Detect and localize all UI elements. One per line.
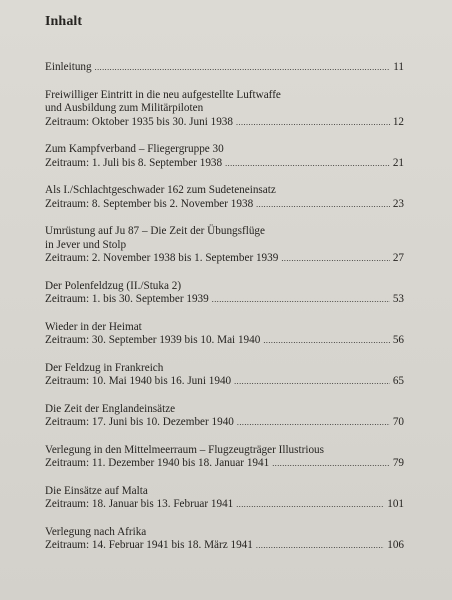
dot-leader — [212, 293, 390, 307]
toc-entry-title: Die Zeit der Englandeinsätze — [45, 402, 176, 415]
toc-entry-title: Einleitung — [45, 61, 92, 73]
toc-entry-title: Zum Kampfverband – Fliegergruppe 30 — [45, 143, 224, 155]
toc-entry-period: Zeitraum: 18. Januar bis 13. Februar 1941 — [45, 498, 234, 510]
toc-entry — [45, 184, 404, 211]
toc-page-number: 106 — [387, 539, 404, 551]
dot-leader — [234, 375, 390, 389]
toc-entry-period: Zeitraum: 1. Juli bis 8. September 1938 — [45, 156, 223, 169]
dot-leader — [237, 416, 390, 430]
toc-entry — [45, 61, 404, 75]
dot-leader — [256, 539, 384, 553]
dot-leader — [236, 498, 384, 512]
toc-page-number: 56 — [392, 334, 404, 346]
toc-entry-title: Die Einsätze auf Malta — [45, 484, 148, 497]
toc-page-number: 79 — [392, 457, 404, 469]
toc-entry-period: Zeitraum: 30. September 1939 bis 10. Mai 1940 — [45, 334, 261, 346]
toc-entry-period: Zeitraum: Oktober 1935 bis 30. Juni 1938 — [45, 115, 233, 128]
toc-entry-title: Umrüstung auf Ju 87 – Die Zeit der Übungsflüge — [45, 225, 265, 237]
toc-entry-period: Zeitraum: 17. Juni bis 10. Dezember 1940 — [45, 416, 234, 428]
toc-entry — [45, 225, 404, 266]
toc-entry-title: Der Polenfeldzug (II./Stuka 2) — [45, 279, 182, 292]
dot-leader — [281, 252, 389, 266]
toc-entry-title: Als I./Schlachtgeschwader 162 zum Sudeteneinsatz — [45, 184, 276, 196]
toc-entry-title-continued: in Jever und Stolp — [45, 238, 127, 251]
dot-leader — [263, 334, 389, 348]
toc-page-number: 70 — [392, 416, 404, 428]
toc-entry-period: Zeitraum: 14. Februar 1941 bis 18. März 1941 — [45, 539, 253, 551]
page-title: Inhalt — [45, 14, 83, 29]
toc-page-number: 21 — [392, 156, 404, 169]
toc-entry — [45, 444, 404, 471]
toc-entry — [45, 403, 404, 430]
toc-entry — [45, 89, 404, 130]
dot-leader — [225, 157, 390, 171]
toc-entry-title: Verlegung in den Mittelmeerraum – Flugzeugträger Illustrious — [45, 443, 324, 456]
toc-entry-title: Verlegung nach Afrika — [45, 525, 147, 538]
toc-page-number: 53 — [392, 293, 404, 305]
toc-entry-title: Freiwilliger Eintritt in die neu aufgestellte Luftwaffe — [45, 88, 281, 101]
dot-leader — [256, 198, 390, 212]
dot-leader — [272, 457, 390, 471]
toc-page-number: 27 — [392, 252, 404, 264]
toc-entry — [45, 143, 404, 170]
toc-entry — [45, 362, 404, 389]
dot-leader — [95, 61, 391, 75]
toc-page-number: 101 — [387, 498, 404, 510]
toc-entry-period: Zeitraum: 8. September bis 2. November 1938 — [45, 197, 254, 210]
toc-entry-period: Zeitraum: 2. November 1938 bis 1. September 1939 — [45, 252, 279, 264]
toc-entry — [45, 485, 404, 512]
toc-entry-title-continued: und Ausbildung zum Militärpiloten — [45, 102, 204, 114]
toc-entry-period: Zeitraum: 1. bis 30. September 1939 — [45, 293, 209, 305]
toc-entry-period: Zeitraum: 11. Dezember 1940 bis 18. Januar 1941 — [45, 457, 270, 469]
dot-leader — [236, 116, 390, 130]
toc-page-number: 65 — [392, 375, 404, 387]
toc-page-number: 11 — [393, 61, 404, 73]
toc-entry-title: Wieder in der Heimat — [45, 320, 142, 333]
toc-entry — [45, 321, 404, 348]
table-of-contents — [45, 61, 404, 567]
toc-entry — [45, 280, 404, 307]
toc-entry — [45, 526, 404, 553]
toc-page-number: 23 — [392, 197, 404, 210]
toc-page-number: 12 — [392, 115, 404, 128]
toc-entry-title: Der Feldzug in Frankreich — [45, 361, 164, 374]
toc-entry-period: Zeitraum: 10. Mai 1940 bis 16. Juni 1940 — [45, 375, 232, 387]
